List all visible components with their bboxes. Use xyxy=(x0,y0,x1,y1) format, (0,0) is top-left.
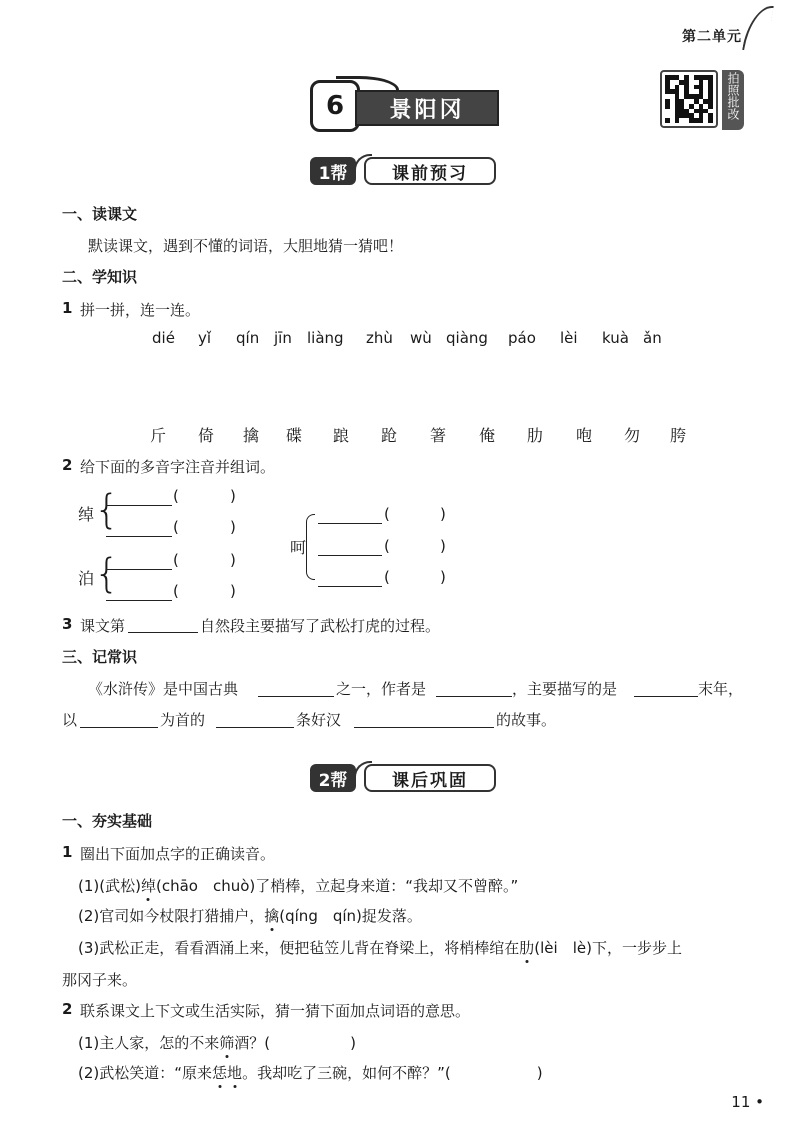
page-number: 11 • xyxy=(731,1093,764,1111)
paren-open: ( xyxy=(384,537,390,555)
fill-blank[interactable] xyxy=(80,711,158,728)
pinyin-item: yǐ xyxy=(198,329,212,347)
paren-close: ) xyxy=(230,582,236,600)
pinyin-item: liàng xyxy=(307,329,344,347)
dotted-char: 筛 xyxy=(219,1034,235,1052)
pinyin-item: ǎn xyxy=(643,329,662,347)
char-item: 跄 xyxy=(381,426,398,445)
exercise-item: (3)武松正走，看看酒涌上来，便把毡笠儿背在脊梁上，将梢棒绾在肋(lèi lè)下，一步步上 xyxy=(78,939,682,957)
question-number: 2 xyxy=(62,1000,73,1018)
pinyin-blank[interactable] xyxy=(106,520,172,537)
pinyin-blank[interactable] xyxy=(106,553,172,570)
polyphone-char: 呵 xyxy=(290,538,307,557)
lesson-title: 景阳冈 xyxy=(389,97,465,123)
common-text: 为首的 xyxy=(160,711,206,729)
q3-text-a: 课文第 xyxy=(80,617,126,635)
question-number: 3 xyxy=(62,615,73,633)
paren-close: ) xyxy=(230,487,236,505)
pinyin-blank[interactable] xyxy=(106,489,172,506)
pinyin-item: jīn xyxy=(274,329,292,347)
question-text: 圈出下面加点字的正确读音。 xyxy=(80,845,276,863)
pinyin-item: dié xyxy=(152,329,175,347)
pinyin-item: páo xyxy=(508,329,536,347)
read-heading: 一、读课文 xyxy=(62,205,138,223)
lesson-number: 6 xyxy=(310,80,360,132)
char-item: 胯 xyxy=(670,426,687,445)
fill-blank[interactable] xyxy=(258,680,334,697)
question-text: 拼一拼，连一连。 xyxy=(80,301,201,319)
basics-heading: 一、夯实基础 xyxy=(62,812,153,830)
question-number: 2 xyxy=(62,456,73,474)
exercise-item: (1)(武松)绰(chāo chuò)了梢棒，立起身来道：“我却又不曾醉。” xyxy=(78,877,519,895)
question-text: 联系课文上下文或生活实际，猜一猜下面加点词语的意思。 xyxy=(80,1002,471,1020)
char-item: 箸 xyxy=(430,426,447,445)
brace: { xyxy=(94,487,120,533)
word-blank[interactable] xyxy=(184,520,228,536)
exercise-item: (2)官司如今杖限打猎捕户，擒(qíng qín)捉发落。 xyxy=(78,907,422,925)
dotted-char: 肋 xyxy=(519,939,535,957)
pinyin-blank[interactable] xyxy=(318,539,382,556)
char-item: 咆 xyxy=(576,426,593,445)
qr-module xyxy=(708,118,713,123)
dotted-char: 地 xyxy=(227,1064,243,1082)
char-item: 斤 xyxy=(150,426,167,445)
unit-label: 第二单元 xyxy=(682,29,742,45)
question-text: 给下面的多音字注音并组词。 xyxy=(80,458,276,476)
fill-blank[interactable] xyxy=(216,711,294,728)
fill-blank[interactable] xyxy=(436,680,512,697)
common-heading: 三、记常识 xyxy=(62,648,138,666)
char-item: 擒 xyxy=(243,426,260,445)
question-number: 1 xyxy=(62,843,73,861)
common-text: 条好汉 xyxy=(296,711,342,729)
char-item: 踉 xyxy=(333,426,350,445)
common-text: ，主要描写的是 xyxy=(512,680,618,698)
read-text: 默读课文，遇到不懂的词语，大胆地猜一猜吧！ xyxy=(88,237,404,255)
char-item: 勿 xyxy=(624,426,641,445)
dotted-char: 绰 xyxy=(140,877,156,895)
pinyin-item: wù xyxy=(410,329,432,347)
pinyin-item: kuà xyxy=(602,329,629,347)
paragraph-blank[interactable] xyxy=(128,616,198,633)
section-badge-1: 1帮 xyxy=(310,157,356,185)
paren-close: ) xyxy=(440,505,446,523)
paren-close: ) xyxy=(230,518,236,536)
paren-open: ( xyxy=(173,551,179,569)
pinyin-item: qín xyxy=(236,329,260,347)
qr-code-icon[interactable] xyxy=(660,70,718,128)
common-text: 末年， xyxy=(698,680,744,698)
pinyin-blank[interactable] xyxy=(318,570,382,587)
word-blank[interactable] xyxy=(184,553,228,569)
fill-blank[interactable] xyxy=(634,680,698,697)
question-number: 1 xyxy=(62,299,73,317)
common-text: 的故事。 xyxy=(496,711,557,729)
word-blank[interactable] xyxy=(184,584,228,600)
paren-open: ( xyxy=(173,518,179,536)
dotted-char: 恁 xyxy=(212,1064,228,1082)
section-title-1: 课前预习 xyxy=(364,157,496,185)
pinyin-item: qiàng xyxy=(446,329,488,347)
lesson-title-box xyxy=(355,90,499,126)
char-item: 俺 xyxy=(479,426,496,445)
char-item: 倚 xyxy=(198,426,215,445)
paren-open: ( xyxy=(173,582,179,600)
char-item: 肋 xyxy=(527,426,544,445)
char-item: 碟 xyxy=(286,426,303,445)
common-text: 《水浒传》是中国古典 xyxy=(88,680,239,698)
paren-open: ( xyxy=(384,505,390,523)
common-text: 以 xyxy=(62,711,78,729)
paren-close: ) xyxy=(440,537,446,555)
paren-close: ) xyxy=(230,551,236,569)
polyphone-char: 绰 xyxy=(78,505,95,524)
exercise-item-continued: 那冈子来。 xyxy=(62,971,138,989)
exercise-item: (2)武松笑道：“原来恁地。我却吃了三碗，如何不醉？”( ) xyxy=(78,1064,543,1082)
pinyin-blank[interactable] xyxy=(106,584,172,601)
paren-close: ) xyxy=(440,568,446,586)
brace: { xyxy=(94,551,120,597)
learn-heading: 二、学知识 xyxy=(62,268,138,286)
dotted-char: 擒 xyxy=(264,907,280,925)
bullet-icon: • xyxy=(750,1093,764,1111)
pinyin-blank[interactable] xyxy=(318,507,382,524)
word-blank[interactable] xyxy=(184,489,228,505)
pinyin-item: lèi xyxy=(560,329,578,347)
corner-decoration xyxy=(742,6,774,50)
pinyin-item: zhù xyxy=(366,329,393,347)
section-badge-2: 2帮 xyxy=(310,764,356,792)
paren-open: ( xyxy=(173,487,179,505)
fill-blank[interactable] xyxy=(354,711,494,728)
common-text: 之一，作者是 xyxy=(336,680,427,698)
polyphone-char: 泊 xyxy=(78,569,95,588)
brace xyxy=(306,514,315,580)
q3-text-b: 自然段主要描写了武松打虎的过程。 xyxy=(200,617,441,635)
exercise-item: (1)主人家，怎的不来筛酒？( ) xyxy=(78,1034,356,1052)
photo-grading-label: 拍照批改 xyxy=(726,72,740,120)
photo-grading-tab[interactable] xyxy=(722,70,744,130)
section-title-2: 课后巩固 xyxy=(364,764,496,792)
paren-open: ( xyxy=(384,568,390,586)
